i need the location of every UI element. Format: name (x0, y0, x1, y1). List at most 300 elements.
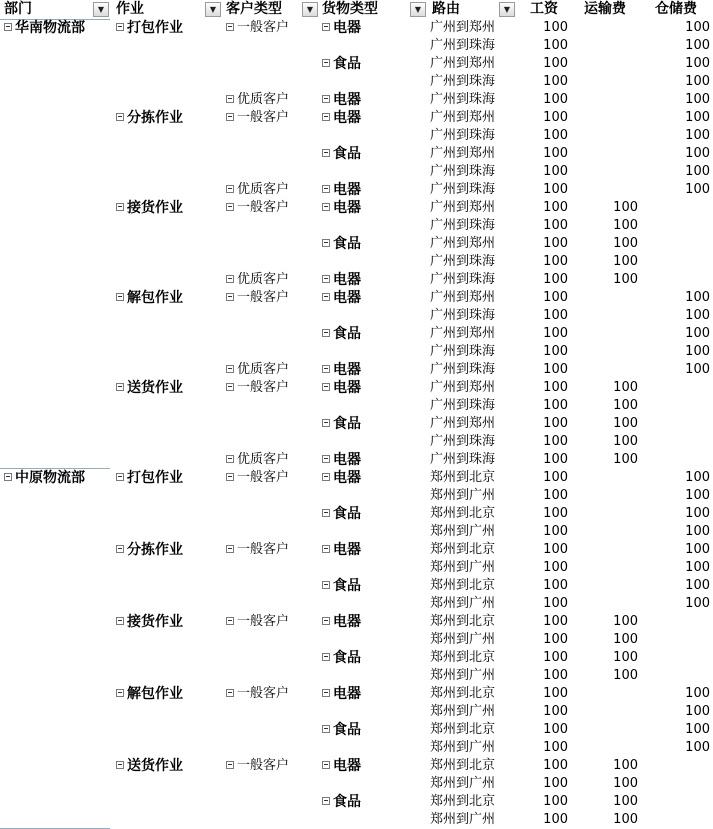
storage-fee-cell[interactable] (660, 721, 710, 739)
job-cell-text: 解包作业 (127, 290, 183, 306)
wage-cell-text: 100 (543, 812, 568, 827)
storage-fee-cell[interactable] (660, 181, 710, 199)
job-cell[interactable] (116, 613, 222, 631)
storage-fee-cell-text: 100 (685, 524, 710, 539)
route-cell-text: 郑州到广州 (430, 632, 496, 647)
wage-cell[interactable] (530, 379, 568, 397)
collapse-toggle-icon[interactable] (322, 59, 330, 67)
transport-fee-cell[interactable] (590, 793, 638, 811)
wage-cell[interactable] (530, 289, 568, 307)
goods-type-filter-dropdown-icon[interactable]: ▼ (410, 2, 426, 17)
wage-cell[interactable] (530, 217, 568, 235)
collapse-toggle-icon[interactable] (226, 689, 234, 697)
route-cell-text: 郑州到北京 (430, 758, 496, 773)
route-cell[interactable] (430, 523, 530, 541)
storage-fee-cell[interactable] (660, 163, 710, 181)
route-cell-text: 广州到珠海 (430, 344, 496, 359)
wage-cell[interactable] (530, 757, 568, 775)
route-cell[interactable] (430, 793, 530, 811)
goods-type-cell[interactable] (322, 271, 422, 289)
wage-cell-text: 100 (543, 236, 568, 251)
transport-fee-cell[interactable] (590, 433, 638, 451)
goods-type-cell[interactable] (322, 757, 422, 775)
storage-fee-cell-text: 100 (685, 92, 710, 107)
goods-type-cell[interactable] (322, 793, 422, 811)
wage-cell[interactable] (530, 253, 568, 271)
job-cell[interactable] (116, 19, 222, 37)
wage-cell[interactable] (530, 127, 568, 145)
transport-fee-cell[interactable] (590, 811, 638, 829)
goods-type-cell-text: 电器 (333, 758, 361, 774)
collapse-toggle-icon[interactable] (116, 545, 124, 553)
wage-cell[interactable] (530, 667, 568, 685)
storage-fee-cell[interactable] (660, 577, 710, 595)
storage-fee-cell[interactable] (660, 307, 710, 325)
collapse-toggle-icon[interactable] (226, 293, 234, 301)
collapse-toggle-icon[interactable] (226, 203, 234, 211)
wage-cell[interactable] (530, 721, 568, 739)
job-filter-dropdown-icon[interactable]: ▼ (205, 2, 221, 17)
goods-type-cell[interactable] (322, 55, 422, 73)
customer-type-cell[interactable] (226, 379, 321, 397)
route-cell[interactable] (430, 451, 530, 469)
storage-fee-cell-text: 100 (685, 20, 710, 35)
wage-cell[interactable] (530, 505, 568, 523)
wage-cell-text: 100 (543, 776, 568, 791)
goods-type-cell[interactable] (322, 109, 422, 127)
storage-fee-cell[interactable] (660, 325, 710, 343)
route-cell[interactable] (430, 235, 530, 253)
wage-cell[interactable] (530, 91, 568, 109)
route-cell-text: 郑州到北京 (430, 506, 496, 521)
storage-fee-cell[interactable] (660, 523, 710, 541)
dept-filter-dropdown-icon[interactable]: ▼ (93, 2, 109, 17)
wage-cell-text: 100 (543, 668, 568, 683)
goods-type-cell[interactable] (322, 505, 422, 523)
collapse-toggle-icon[interactable] (116, 383, 124, 391)
goods-type-cell-text: 电器 (333, 182, 361, 198)
collapse-toggle-icon[interactable] (322, 149, 330, 157)
route-cell[interactable] (430, 91, 530, 109)
route-cell[interactable] (430, 325, 530, 343)
route-cell-text: 广州到郑州 (430, 290, 496, 305)
wage-cell-text: 100 (543, 110, 568, 125)
dept-cell[interactable] (4, 469, 112, 487)
goods-type-cell-text: 电器 (333, 470, 361, 486)
header-goods-type: 货物类型 (322, 1, 378, 17)
route-cell[interactable] (430, 127, 530, 145)
wage-cell[interactable] (530, 235, 568, 253)
transport-fee-cell[interactable] (590, 775, 638, 793)
customer-type-cell-text: 一般客户 (237, 20, 290, 35)
transport-fee-cell[interactable] (590, 667, 638, 685)
goods-type-cell[interactable] (322, 649, 422, 667)
storage-fee-cell[interactable] (660, 703, 710, 721)
goods-type-cell[interactable] (322, 361, 422, 379)
route-cell[interactable] (430, 361, 530, 379)
customer-type-filter-dropdown-icon[interactable]: ▼ (302, 2, 318, 17)
customer-type-cell[interactable] (226, 91, 321, 109)
wage-cell[interactable] (530, 163, 568, 181)
wage-cell[interactable] (530, 793, 568, 811)
transport-fee-cell[interactable] (590, 271, 638, 289)
transport-fee-cell[interactable] (590, 631, 638, 649)
wage-cell[interactable] (530, 199, 568, 217)
wage-cell[interactable] (530, 451, 568, 469)
customer-type-cell[interactable] (226, 685, 321, 703)
transport-fee-cell[interactable] (590, 253, 638, 271)
wage-cell-text: 100 (543, 686, 568, 701)
route-cell[interactable] (430, 595, 530, 613)
route-cell[interactable] (430, 415, 530, 433)
pivot-header-row (0, 0, 713, 19)
route-cell[interactable] (430, 145, 530, 163)
goods-type-cell-text: 电器 (333, 380, 361, 396)
transport-fee-cell[interactable] (590, 415, 638, 433)
job-cell[interactable] (116, 685, 222, 703)
storage-fee-cell[interactable] (660, 109, 710, 127)
route-cell[interactable] (430, 469, 530, 487)
collapse-toggle-icon[interactable] (322, 689, 330, 697)
collapse-toggle-icon[interactable] (226, 365, 234, 373)
route-cell-text: 郑州到广州 (430, 524, 496, 539)
collapse-toggle-icon[interactable] (116, 473, 124, 481)
wage-cell[interactable] (530, 631, 568, 649)
wage-cell-text: 100 (543, 560, 568, 575)
wage-cell[interactable] (530, 307, 568, 325)
wage-cell[interactable] (530, 775, 568, 793)
wage-cell[interactable] (530, 685, 568, 703)
collapse-toggle-icon[interactable] (322, 329, 330, 337)
storage-fee-cell[interactable] (660, 73, 710, 91)
job-cell[interactable] (116, 541, 222, 559)
route-cell[interactable] (430, 667, 530, 685)
collapse-toggle-icon[interactable] (322, 383, 330, 391)
route-cell[interactable] (430, 505, 530, 523)
wage-cell-text: 100 (543, 254, 568, 269)
wage-cell[interactable] (530, 325, 568, 343)
route-cell[interactable] (430, 739, 530, 757)
route-cell[interactable] (430, 19, 530, 37)
collapse-toggle-icon[interactable] (226, 383, 234, 391)
transport-fee-cell[interactable] (590, 451, 638, 469)
customer-type-cell[interactable] (226, 469, 321, 487)
wage-cell-text: 100 (543, 182, 568, 197)
job-cell[interactable] (116, 469, 222, 487)
customer-type-cell-text: 优质客户 (237, 362, 290, 377)
goods-type-cell[interactable] (322, 613, 422, 631)
customer-type-cell[interactable] (226, 181, 321, 199)
route-cell[interactable] (430, 163, 530, 181)
collapse-toggle-icon[interactable] (322, 581, 330, 589)
job-cell[interactable] (116, 109, 222, 127)
storage-fee-cell[interactable] (660, 469, 710, 487)
collapse-toggle-icon[interactable] (322, 509, 330, 517)
route-cell[interactable] (430, 757, 530, 775)
wage-cell[interactable] (530, 109, 568, 127)
wage-cell[interactable] (530, 19, 568, 37)
goods-type-cell-text: 食品 (333, 506, 361, 522)
job-cell-text: 打包作业 (127, 20, 183, 36)
wage-cell[interactable] (530, 433, 568, 451)
collapse-toggle-icon[interactable] (322, 275, 330, 283)
collapse-toggle-icon[interactable] (116, 689, 124, 697)
storage-fee-cell[interactable] (660, 505, 710, 523)
storage-fee-cell-text: 100 (685, 470, 710, 485)
route-cell[interactable] (430, 433, 530, 451)
route-cell[interactable] (430, 721, 530, 739)
customer-type-cell[interactable] (226, 361, 321, 379)
wage-cell[interactable] (530, 145, 568, 163)
goods-type-cell[interactable] (322, 451, 422, 469)
route-cell[interactable] (430, 397, 530, 415)
goods-type-cell-text: 食品 (333, 722, 361, 738)
goods-type-cell[interactable] (322, 721, 422, 739)
transport-fee-cell-text: 100 (613, 650, 638, 665)
goods-type-cell[interactable] (322, 145, 422, 163)
customer-type-cell-text: 一般客户 (237, 380, 290, 395)
transport-fee-cell[interactable] (590, 235, 638, 253)
collapse-toggle-icon[interactable] (322, 239, 330, 247)
route-cell[interactable] (430, 343, 530, 361)
route-cell[interactable] (430, 217, 530, 235)
route-cell[interactable] (430, 685, 530, 703)
wage-cell[interactable] (530, 415, 568, 433)
route-cell[interactable] (430, 55, 530, 73)
collapse-toggle-icon[interactable] (322, 293, 330, 301)
collapse-toggle-icon[interactable] (322, 797, 330, 805)
route-cell[interactable] (430, 577, 530, 595)
storage-fee-cell[interactable] (660, 739, 710, 757)
goods-type-cell[interactable] (322, 235, 422, 253)
goods-type-cell[interactable] (322, 19, 422, 37)
route-cell-text: 广州到郑州 (430, 236, 496, 251)
collapse-toggle-icon[interactable] (226, 95, 234, 103)
customer-type-cell[interactable] (226, 451, 321, 469)
storage-fee-cell[interactable] (660, 55, 710, 73)
route-cell[interactable] (430, 37, 530, 55)
collapse-toggle-icon[interactable] (226, 23, 234, 31)
collapse-toggle-icon[interactable] (322, 185, 330, 193)
storage-fee-cell[interactable] (660, 91, 710, 109)
goods-type-cell[interactable] (322, 91, 422, 109)
job-cell[interactable] (116, 379, 222, 397)
collapse-toggle-icon[interactable] (226, 473, 234, 481)
route-cell[interactable] (430, 379, 530, 397)
storage-fee-cell-text: 100 (685, 542, 710, 557)
goods-type-cell-text: 电器 (333, 686, 361, 702)
wage-cell[interactable] (530, 55, 568, 73)
transport-fee-cell[interactable] (590, 199, 638, 217)
customer-type-cell[interactable] (226, 289, 321, 307)
wage-cell-text: 100 (543, 740, 568, 755)
route-cell-text: 广州到郑州 (430, 380, 496, 395)
route-cell[interactable] (430, 559, 530, 577)
transport-fee-cell[interactable] (590, 379, 638, 397)
wage-cell[interactable] (530, 613, 568, 631)
collapse-toggle-icon[interactable] (226, 455, 234, 463)
goods-type-cell-text: 电器 (333, 290, 361, 306)
storage-fee-cell[interactable] (660, 289, 710, 307)
collapse-toggle-icon[interactable] (322, 653, 330, 661)
collapse-toggle-icon[interactable] (322, 365, 330, 373)
job-cell[interactable] (116, 289, 222, 307)
transport-fee-cell[interactable] (590, 613, 638, 631)
wage-cell[interactable] (530, 703, 568, 721)
collapse-toggle-icon[interactable] (116, 23, 124, 31)
route-cell-text: 郑州到广州 (430, 596, 496, 611)
route-cell[interactable] (430, 181, 530, 199)
route-filter-dropdown-icon[interactable]: ▼ (499, 2, 515, 17)
collapse-toggle-icon[interactable] (226, 185, 234, 193)
customer-type-cell[interactable] (226, 271, 321, 289)
wage-cell[interactable] (530, 469, 568, 487)
wage-cell[interactable] (530, 397, 568, 415)
storage-fee-cell[interactable] (660, 361, 710, 379)
wage-cell[interactable] (530, 523, 568, 541)
goods-type-cell[interactable] (322, 379, 422, 397)
collapse-toggle-icon[interactable] (116, 617, 124, 625)
route-cell[interactable] (430, 811, 530, 829)
wage-cell[interactable] (530, 595, 568, 613)
route-cell[interactable] (430, 271, 530, 289)
transport-fee-cell[interactable] (590, 757, 638, 775)
route-cell[interactable] (430, 109, 530, 127)
goods-type-cell[interactable] (322, 199, 422, 217)
storage-fee-cell[interactable] (660, 685, 710, 703)
wage-cell[interactable] (530, 649, 568, 667)
goods-type-cell[interactable] (322, 541, 422, 559)
customer-type-cell[interactable] (226, 541, 321, 559)
route-cell[interactable] (430, 613, 530, 631)
route-cell-text: 郑州到广州 (430, 740, 496, 755)
customer-type-cell[interactable] (226, 19, 321, 37)
route-cell[interactable] (430, 487, 530, 505)
collapse-toggle-icon[interactable] (322, 203, 330, 211)
transport-fee-cell[interactable] (590, 649, 638, 667)
customer-type-cell[interactable] (226, 613, 321, 631)
wage-cell[interactable] (530, 739, 568, 757)
route-cell[interactable] (430, 73, 530, 91)
collapse-toggle-icon[interactable] (116, 113, 124, 121)
job-cell[interactable] (116, 757, 222, 775)
wage-cell[interactable] (530, 73, 568, 91)
customer-type-cell[interactable] (226, 757, 321, 775)
storage-fee-cell-text: 100 (685, 128, 710, 143)
route-cell[interactable] (430, 775, 530, 793)
wage-cell[interactable] (530, 181, 568, 199)
storage-fee-cell[interactable] (660, 487, 710, 505)
wage-cell-text: 100 (543, 164, 568, 179)
transport-fee-cell-text: 100 (613, 380, 638, 395)
wage-cell[interactable] (530, 559, 568, 577)
route-cell[interactable] (430, 253, 530, 271)
collapse-toggle-icon[interactable] (322, 95, 330, 103)
transport-fee-cell[interactable] (590, 397, 638, 415)
route-cell[interactable] (430, 703, 530, 721)
goods-type-cell[interactable] (322, 289, 422, 307)
wage-cell-text: 100 (543, 92, 568, 107)
collapse-toggle-icon[interactable] (322, 617, 330, 625)
header-route: 路由 (432, 1, 460, 17)
route-cell-text: 广州到珠海 (430, 38, 496, 53)
wage-cell-text: 100 (543, 326, 568, 341)
route-cell[interactable] (430, 649, 530, 667)
route-cell[interactable] (430, 631, 530, 649)
wage-cell[interactable] (530, 577, 568, 595)
goods-type-cell-text: 食品 (333, 56, 361, 72)
storage-fee-cell[interactable] (660, 127, 710, 145)
collapse-toggle-icon[interactable] (322, 113, 330, 121)
wage-cell[interactable] (530, 541, 568, 559)
customer-type-cell[interactable] (226, 109, 321, 127)
wage-cell[interactable] (530, 361, 568, 379)
collapse-toggle-icon[interactable] (322, 761, 330, 769)
job-cell[interactable] (116, 199, 222, 217)
collapse-toggle-icon[interactable] (226, 761, 234, 769)
route-cell-text: 广州到郑州 (430, 200, 496, 215)
route-cell[interactable] (430, 289, 530, 307)
collapse-toggle-icon[interactable] (322, 473, 330, 481)
goods-type-cell[interactable] (322, 325, 422, 343)
storage-fee-cell[interactable] (660, 37, 710, 55)
collapse-toggle-icon[interactable] (322, 455, 330, 463)
collapse-toggle-icon[interactable] (226, 113, 234, 121)
route-cell-text: 广州到郑州 (430, 146, 496, 161)
goods-type-cell[interactable] (322, 415, 422, 433)
wage-cell-text: 100 (543, 488, 568, 503)
collapse-toggle-icon[interactable] (4, 473, 12, 481)
wage-cell[interactable] (530, 37, 568, 55)
storage-fee-cell[interactable] (660, 343, 710, 361)
goods-type-cell[interactable] (322, 577, 422, 595)
wage-cell[interactable] (530, 271, 568, 289)
storage-fee-cell[interactable] (660, 19, 710, 37)
collapse-toggle-icon[interactable] (4, 23, 12, 31)
goods-type-cell[interactable] (322, 469, 422, 487)
wage-cell[interactable] (530, 343, 568, 361)
dept-cell[interactable] (4, 19, 112, 37)
collapse-toggle-icon[interactable] (116, 293, 124, 301)
collapse-toggle-icon[interactable] (322, 419, 330, 427)
wage-cell-text: 100 (543, 704, 568, 719)
storage-fee-cell[interactable] (660, 145, 710, 163)
customer-type-cell[interactable] (226, 199, 321, 217)
collapse-toggle-icon[interactable] (226, 545, 234, 553)
transport-fee-cell[interactable] (590, 217, 638, 235)
collapse-toggle-icon[interactable] (322, 23, 330, 31)
collapse-toggle-icon[interactable] (226, 275, 234, 283)
route-cell[interactable] (430, 307, 530, 325)
collapse-toggle-icon[interactable] (116, 203, 124, 211)
storage-fee-cell[interactable] (660, 595, 710, 613)
wage-cell[interactable] (530, 811, 568, 829)
collapse-toggle-icon[interactable] (116, 761, 124, 769)
goods-type-cell[interactable] (322, 181, 422, 199)
collapse-toggle-icon[interactable] (322, 725, 330, 733)
storage-fee-cell[interactable] (660, 559, 710, 577)
collapse-toggle-icon[interactable] (322, 545, 330, 553)
storage-fee-cell-text: 100 (685, 308, 710, 323)
goods-type-cell[interactable] (322, 685, 422, 703)
storage-fee-cell-text: 100 (685, 740, 710, 755)
storage-fee-cell[interactable] (660, 541, 710, 559)
route-cell[interactable] (430, 541, 530, 559)
collapse-toggle-icon[interactable] (226, 617, 234, 625)
route-cell[interactable] (430, 199, 530, 217)
goods-type-cell-text: 电器 (333, 542, 361, 558)
wage-cell[interactable] (530, 487, 568, 505)
